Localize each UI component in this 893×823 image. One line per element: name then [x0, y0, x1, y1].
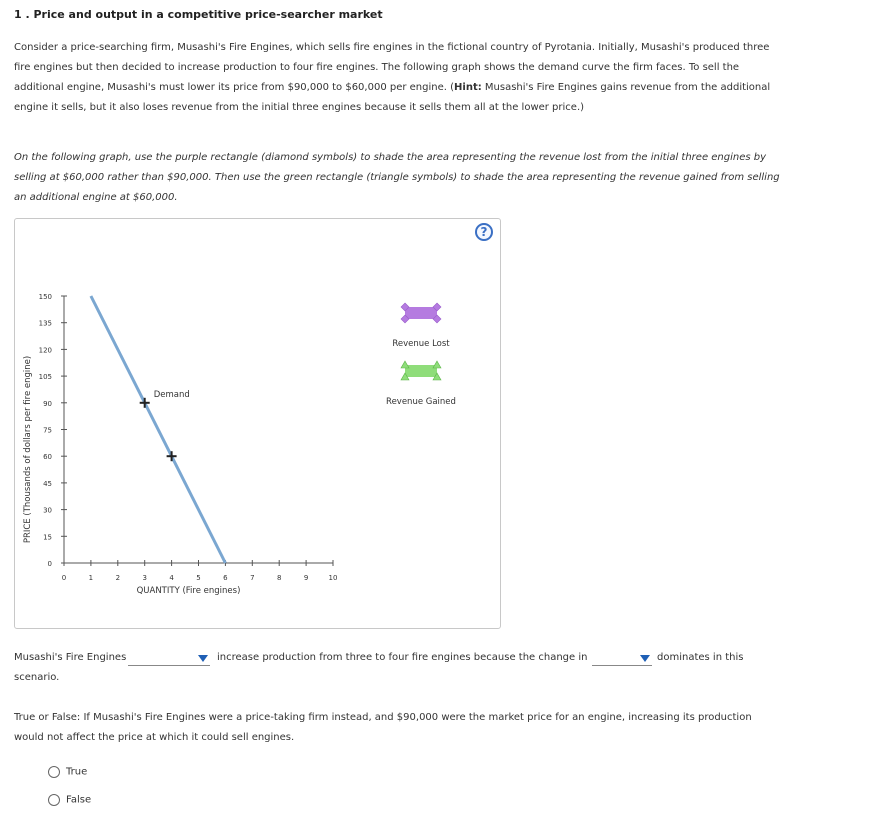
y-tick-label: 45 — [43, 479, 52, 488]
x-tick-label: 9 — [303, 574, 309, 582]
revenue-gained-label: Revenue Gained — [386, 397, 456, 407]
x-tick-label: 4 — [169, 574, 174, 582]
chart-series — [91, 296, 226, 563]
x-tick-label: 1 — [88, 574, 94, 582]
radio-circle[interactable] — [48, 766, 60, 778]
x-tick-label: 2 — [115, 574, 121, 582]
x-tick-label: 10 — [328, 574, 338, 582]
triangle-handle — [433, 361, 441, 368]
sentence-middle: increase production from three to four fire engines because the change in — [217, 652, 588, 663]
demand-label: Demand — [153, 389, 190, 400]
y-tick-label: 0 — [47, 560, 52, 568]
x-tick-label: 6 — [223, 574, 228, 582]
x-tick-label: 7 — [250, 574, 255, 582]
revenue-lost-label: Revenue Lost — [392, 339, 450, 349]
intro-paragraph — [14, 38, 784, 118]
sentence-suffix: dominates in this — [657, 652, 744, 663]
intro-main-text: Consider a price-searching firm, Musashi's Fire Engines, which sells fire engines in the fictional country of Pyrotania. Initially, Musashi's produced three fire engines but then decided to increase production to four fire engines. The following graph shows the demand curve the firm faces. To sell the additional engine, Musashi's must lower its price from $90,000 to $60,000 per engine. ( — [14, 42, 770, 93]
x-tick-label: 3 — [142, 574, 147, 582]
true-false-question: True or False: If Musashi's Fire Engines were a price-taking firm instead, and $90,000 were the market price for an engine, increasing its production would not affect the price at which it could sell engines. — [14, 712, 752, 743]
y-tick-label: 60 — [43, 453, 52, 462]
hint-label: Hint: — [454, 82, 482, 93]
chart-axes — [23, 293, 337, 596]
point-marker — [167, 451, 177, 461]
y-tick-label: 30 — [43, 506, 52, 515]
sentence-prefix: Musashi's Fire Engines — [14, 652, 127, 663]
y-tick-label: 15 — [43, 533, 52, 542]
sentence-continuation: scenario. — [14, 672, 60, 683]
y-tick-label: 150 — [38, 293, 52, 301]
y-tick-label: 135 — [38, 319, 52, 328]
radio-false[interactable] — [48, 794, 91, 806]
decision-dropdown[interactable] — [128, 651, 210, 666]
chevron-down-icon — [198, 655, 208, 662]
x-tick-label: 5 — [196, 574, 201, 582]
revenue-gained-tool[interactable] — [401, 361, 441, 380]
chart-legend — [386, 303, 456, 407]
y-tick-label: 120 — [38, 346, 52, 355]
question-title: 1 . Price and output in a competitive price-searcher market — [14, 8, 383, 21]
revenue-type-dropdown[interactable] — [592, 651, 652, 666]
y-axis-label: PRICE (Thousands of dollars per fire engine) — [23, 355, 33, 544]
radio-true[interactable] — [48, 766, 87, 778]
x-tick-label: 0 — [61, 574, 67, 582]
x-tick-label: 8 — [276, 574, 282, 582]
y-tick-label: 105 — [38, 373, 52, 382]
chevron-down-icon — [640, 655, 650, 662]
revenue-gained-swatch — [405, 365, 437, 377]
instruction-paragraph: On the following graph, use the purple rectangle (diamond symbols) to shade the area representing the revenue lost from the initial three engines by selling at $60,000 rather than $90,000. Then use the green rectangle (triangle symbols) to shade the area representing the revenue gained from selling an additional engine at $60,000. — [14, 152, 780, 203]
demand-curve — [91, 296, 226, 563]
revenue-lost-tool[interactable] — [401, 303, 441, 323]
hint-text: Musashi's Fire Engines gains revenue from the additional engine it sells, but it also loses revenue from the initial three engines because it sells them all at the lower price.) — [14, 82, 771, 113]
x-axis-label: QUANTITY (Fire engines) — [136, 586, 241, 596]
graph-panel — [14, 218, 501, 629]
radio-false-label: False — [66, 794, 92, 806]
radio-circle[interactable] — [48, 794, 60, 806]
point-marker — [140, 398, 150, 408]
y-tick-label: 90 — [43, 399, 52, 408]
radio-true-label: True — [66, 766, 88, 778]
revenue-lost-swatch — [405, 307, 437, 319]
triangle-handle — [401, 361, 409, 368]
y-tick-label: 75 — [43, 426, 52, 435]
help-icon[interactable]: ? — [475, 223, 493, 241]
demand-chart[interactable] — [15, 219, 500, 628]
